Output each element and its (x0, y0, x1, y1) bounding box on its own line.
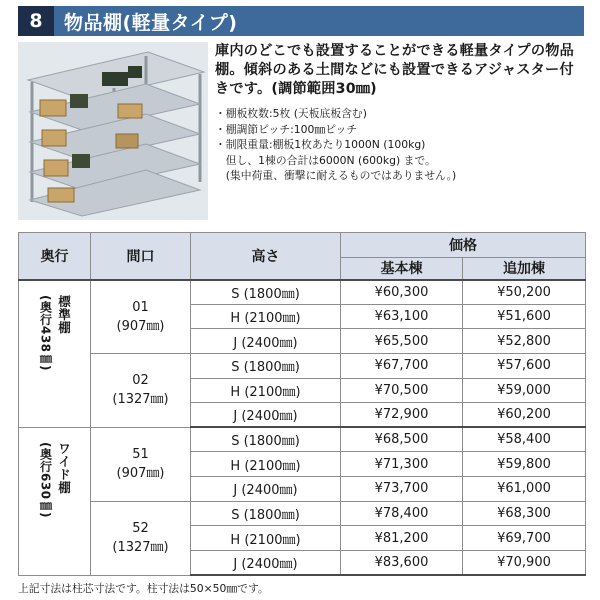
header-width: 間口 (91, 233, 191, 280)
product-description (215, 42, 587, 184)
width-size: (1327㎜) (112, 540, 169, 556)
table-row (19, 280, 586, 305)
section-number: 8 (18, 6, 54, 36)
depth-type: ワイド棚 (56, 441, 72, 494)
spec-item: ・制限重量:棚板1枚あたり1000N (100kg) (215, 138, 426, 152)
additional-price: ¥59,800 (463, 452, 586, 477)
height-cell: J (2400㎜) (191, 550, 341, 575)
additional-price: ¥68,300 (463, 501, 586, 526)
header-additional: 追加棟 (463, 258, 586, 280)
width-cell (91, 501, 191, 575)
height-cell: H (2100㎜) (191, 378, 341, 403)
width-cell (91, 280, 191, 354)
section-header (18, 6, 584, 36)
additional-price: ¥50,200 (463, 280, 586, 305)
shelving-illustration (18, 42, 208, 220)
base-price: ¥83,600 (341, 550, 463, 575)
description-lead: 庫内のどこでも設置することができる軽量タイプの物品棚。傾斜のある土間などにも設置できるアジャスター付きです。(調節範囲30㎜) (215, 43, 574, 97)
height-cell: S (1800㎜) (191, 427, 341, 452)
shelving-unit-photo (18, 42, 208, 220)
width-size: (907㎜) (116, 318, 165, 334)
depth-cell-standard (19, 280, 91, 428)
height-cell: S (1800㎜) (191, 501, 341, 526)
width-code: 02 (132, 373, 149, 389)
depth-cell-wide (19, 427, 91, 575)
base-price: ¥65,500 (341, 329, 463, 354)
width-cell (91, 353, 191, 427)
spec-item: (集中荷重、衝撃に耐えるものではありません。) (215, 169, 457, 183)
width-code: 51 (132, 447, 149, 463)
footnote: 上記寸法は柱芯寸法です。柱寸法は50×50㎜です。 (18, 582, 269, 595)
width-size: (907㎜) (116, 466, 165, 482)
additional-price: ¥57,600 (463, 353, 586, 378)
additional-price: ¥51,600 (463, 304, 586, 329)
height-cell: S (1800㎜) (191, 353, 341, 378)
base-price: ¥81,200 (341, 526, 463, 551)
base-price: ¥72,900 (341, 403, 463, 428)
base-price: ¥63,100 (341, 304, 463, 329)
table-row (19, 353, 586, 378)
additional-price: ¥59,000 (463, 378, 586, 403)
base-price: ¥78,400 (341, 501, 463, 526)
header-price: 価格 (341, 233, 586, 258)
depth-type: 標準棚 (56, 294, 72, 334)
height-cell: J (2400㎜) (191, 477, 341, 502)
additional-price: ¥70,900 (463, 550, 586, 575)
base-price: ¥60,300 (341, 280, 463, 305)
base-price: ¥71,300 (341, 452, 463, 477)
section-title: 物品棚(軽量タイプ) (64, 11, 238, 34)
spec-item: ・棚調節ピッチ:100㎜ピッチ (215, 122, 358, 136)
height-cell: H (2100㎜) (191, 304, 341, 329)
depth-size: (奥行438㎜) (38, 294, 53, 371)
base-price: ¥70,500 (341, 378, 463, 403)
spec-item: ・棚板枚数:5枚 (天板底板含む) (215, 107, 367, 120)
header-depth: 奥行 (19, 233, 91, 280)
base-price: ¥73,700 (341, 477, 463, 502)
additional-price: ¥52,800 (463, 329, 586, 354)
header-height: 高さ (191, 233, 341, 280)
base-price: ¥68,500 (341, 427, 463, 452)
depth-size: (奥行630㎜) (38, 441, 53, 518)
height-cell: H (2100㎜) (191, 526, 341, 551)
width-code: 01 (132, 299, 149, 315)
additional-price: ¥69,700 (463, 526, 586, 551)
additional-price: ¥58,400 (463, 427, 586, 452)
spec-list (215, 106, 587, 184)
base-price: ¥67,700 (341, 353, 463, 378)
additional-price: ¥61,000 (463, 477, 586, 502)
height-cell: J (2400㎜) (191, 403, 341, 428)
height-cell: S (1800㎜) (191, 280, 341, 305)
additional-price: ¥60,200 (463, 403, 586, 428)
spec-item: 但し、1棟の合計は6000N (600kg) まで。 (215, 153, 436, 167)
price-table (18, 232, 586, 576)
header-base: 基本棟 (341, 258, 463, 280)
table-row (19, 427, 586, 452)
height-cell: H (2100㎜) (191, 452, 341, 477)
table-row (19, 501, 586, 526)
width-size: (1327㎜) (112, 392, 169, 408)
height-cell: J (2400㎜) (191, 329, 341, 354)
width-cell (91, 427, 191, 501)
width-code: 52 (132, 521, 149, 537)
